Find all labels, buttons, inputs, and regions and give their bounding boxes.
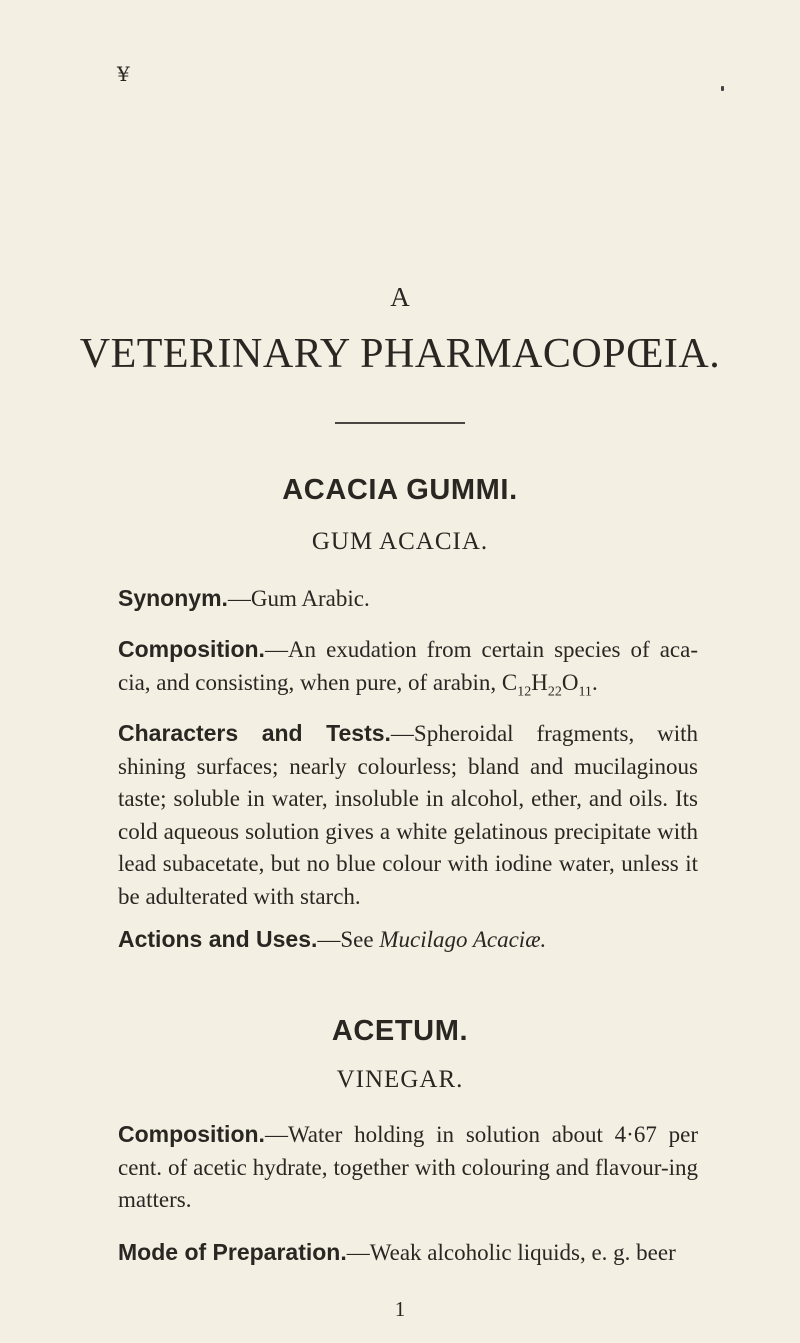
composition-label: Composition. bbox=[118, 636, 265, 662]
composition-text: —An exudation from certain species of aca-cia, and consisting, when pure, of arabin, bbox=[118, 637, 698, 695]
synonym-label: Synonym. bbox=[118, 585, 228, 611]
title-article: A bbox=[390, 282, 410, 312]
ink-speck bbox=[721, 86, 724, 91]
characters-label: Characters and Tests. bbox=[118, 720, 391, 746]
actions-reference: Mucilago Acaciæ. bbox=[379, 927, 547, 952]
title-rule bbox=[335, 422, 465, 424]
arabin-formula: $C_{12}H_{22}O_{11}$. bbox=[501, 669, 598, 700]
composition-label: Composition. bbox=[118, 1121, 265, 1147]
section-subheading-acetum: VINEGAR. bbox=[336, 1066, 464, 1093]
printer-mark: ¥ bbox=[117, 62, 130, 86]
preparation-text: —Weak alcoholic liquids, e. g. beer bbox=[346, 1240, 676, 1265]
section-heading-acetum: ACETUM. bbox=[331, 1015, 469, 1047]
section-heading-acacia: ACACIA GUMMI. bbox=[282, 474, 518, 506]
actions-label: Actions and Uses. bbox=[118, 926, 318, 952]
preparation-paragraph bbox=[118, 1236, 698, 1270]
characters-paragraph bbox=[118, 717, 698, 913]
characters-text: —Spheroidal fragments, with shining surfaces; nearly colourless; bland and mucilaginous taste; soluble in water, insoluble in alcohol, ether, and oils. Its cold aqueous solution gives a white gelatinous precipitate with lead subacetate, but no blue colour with iodine water, unless it be adulterated with starch. bbox=[118, 721, 698, 909]
synonym-paragraph bbox=[118, 582, 698, 616]
composition-text: —Water holding in solution about 4·67 per cent. of acetic hydrate, together with colouring and flavour-ing matters. bbox=[118, 1122, 698, 1212]
preparation-label: Mode of Preparation. bbox=[118, 1239, 347, 1265]
page-title: VETERINARY PHARMACOPŒIA. bbox=[79, 331, 721, 377]
composition-paragraph-acetum bbox=[118, 1118, 698, 1217]
page-number: 1 bbox=[394, 1297, 406, 1321]
synonym-text: —Gum Arabic. bbox=[227, 586, 370, 611]
actions-paragraph bbox=[118, 923, 698, 957]
composition-paragraph-acacia bbox=[118, 633, 698, 699]
section-subheading-acacia: GUM ACACIA. bbox=[311, 528, 489, 555]
actions-text: —See bbox=[317, 927, 380, 952]
